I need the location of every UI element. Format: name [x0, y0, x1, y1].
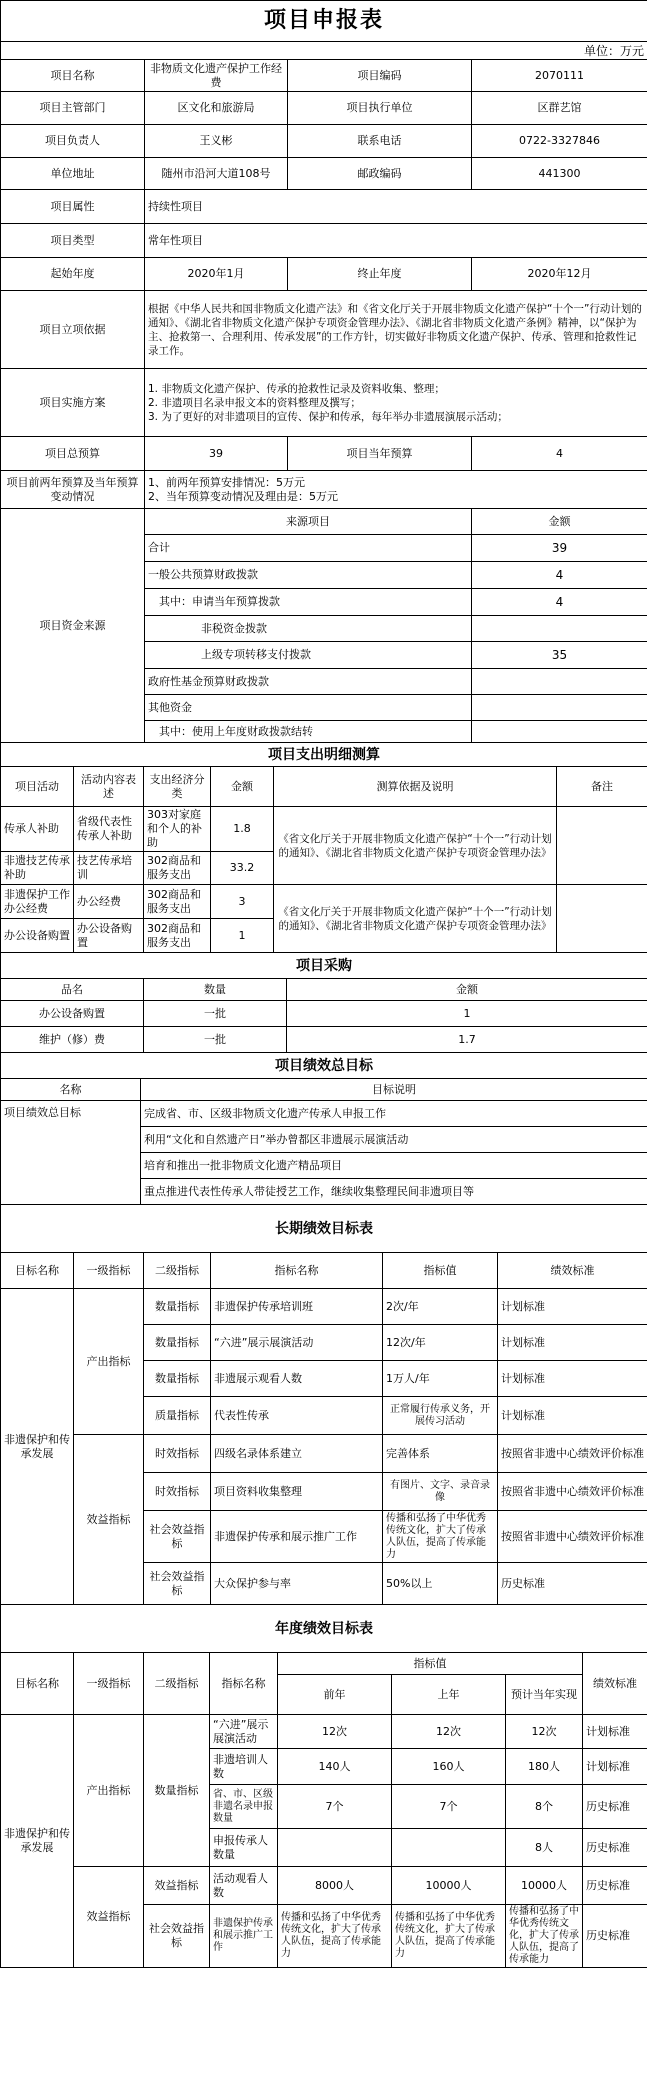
funds-row-amount: 4 [472, 589, 647, 616]
annual-prev2 [278, 1829, 392, 1867]
expense-header: 支出经济分类 [144, 767, 211, 807]
purchase-name: 办公设备购置 [1, 1001, 144, 1027]
expense-class: 303对家庭和个人的补助 [144, 807, 211, 852]
funds-row-amount [472, 669, 647, 695]
expense-header: 活动内容表述 [74, 767, 144, 807]
expense-activity: 非遗保护工作办公经费 [1, 885, 74, 919]
funds-row-name: 一般公共预算财政拨款 [145, 562, 472, 589]
long-term-header: 目标名称 [1, 1253, 74, 1289]
purchase-header: 金额 [287, 979, 647, 1001]
purchase-amount: 1 [287, 1001, 647, 1027]
expense-basis: 《省文化厅关于开展非物质文化遗产保护“十个一”行动计划的通知》、《湖北省非物质文化遗产保护专项资金管理办法》 [274, 885, 557, 953]
end-value: 2020年12月 [472, 258, 647, 291]
basis-value: 根据《中华人民共和国非物质文化遗产法》和《省文化厅关于开展非物质文化遗产保护“十个一”行动计划的通知》、《湖北省非物质文化遗产保护专项资金管理办法》、《湖北省非物质文化遗产条例》精神，以“保护为主、抢救第一、合理利用、传承发展”的工作方针，切实做好非物质文化遗产保护、传承、管理和抢救性记录工作。 [145, 291, 647, 369]
exec-label: 项目执行单位 [288, 92, 472, 125]
annual-name: 省、市、区级非遗名录申报数量 [210, 1785, 278, 1829]
long-term-l2: 社会效益指标 [144, 1511, 211, 1563]
funds-row-amount: 35 [472, 642, 647, 669]
annual-header: 目标名称 [1, 1653, 74, 1715]
annual-std: 历史标准 [583, 1867, 647, 1905]
expense-header: 项目活动 [1, 767, 74, 807]
long-term-table [0, 1204, 647, 1605]
basis-label: 项目立项依据 [1, 291, 145, 369]
leader-label: 项目负责人 [1, 125, 145, 158]
purchase-qty: 一批 [144, 1027, 287, 1053]
expense-header: 测算依据及说明 [274, 767, 557, 807]
project-name-label: 项目名称 [1, 60, 145, 92]
address-value: 随州市沿河大道108号 [145, 158, 288, 190]
expense-class: 302商品和服务支出 [144, 885, 211, 919]
annual-prev1: 传播和弘扬了中华优秀传统文化，扩大了传承人队伍，提高了传承能力 [392, 1905, 506, 1968]
address-label: 单位地址 [1, 158, 145, 190]
expense-class: 302商品和服务支出 [144, 919, 211, 953]
annual-table [0, 1604, 647, 1968]
change-item-1: 1、前两年预算安排情况：5万元 [148, 475, 305, 489]
annual-goal: 非遗保护和传承发展 [1, 1715, 74, 1968]
long-term-l1: 效益指标 [74, 1435, 144, 1605]
long-term-value: 正常履行传承义务，开展传习活动 [383, 1397, 498, 1435]
funds-row-name: 上级专项转移支付拨款 [145, 642, 472, 669]
purchase-header: 数量 [144, 979, 287, 1001]
expense-remark [557, 885, 647, 953]
long-term-name: 非遗保护传承培训班 [211, 1289, 383, 1325]
funds-label: 项目资金来源 [1, 509, 145, 743]
funds-table [0, 508, 647, 743]
end-label: 终止年度 [288, 258, 472, 291]
expense-basis: 《省文化厅关于开展非物质文化遗产保护“十个一”行动计划的通知》、《湖北省非物质文化遗产保护专项资金管理办法》 [274, 807, 557, 885]
purchase-amount: 1.7 [287, 1027, 647, 1053]
long-term-value: 有图片、文字、录音录像 [383, 1473, 498, 1511]
phone-value: 0722-3327846 [472, 125, 647, 158]
perf-total-item: 重点推进代表性传承人带徒授艺工作，继续收集整理民间非遗项目等 [141, 1179, 647, 1205]
dept-value: 区文化和旅游局 [145, 92, 288, 125]
long-term-name: “六进”展示展演活动 [211, 1325, 383, 1361]
attr-label: 项目属性 [1, 190, 145, 224]
long-term-goal: 非遗保护和传承发展 [1, 1289, 74, 1605]
long-term-std: 历史标准 [498, 1563, 647, 1605]
annual-std: 历史标准 [583, 1785, 647, 1829]
plan-value [145, 369, 647, 437]
leader-value: 王义彬 [145, 125, 288, 158]
annual-std: 计划标准 [583, 1715, 647, 1749]
annual-cur: 8个 [506, 1785, 583, 1829]
annual-header: 指标值 [278, 1653, 583, 1675]
long-term-value: 1万人/年 [383, 1361, 498, 1397]
plan-item-3: 3. 为了更好的对非遗项目的宣传、保护和传承，每年举办非遗展演展示活动； [148, 410, 508, 423]
expense-amount: 1 [211, 919, 274, 953]
expense-remark [557, 807, 647, 885]
project-code-label: 项目编码 [288, 60, 472, 92]
annual-prev1: 10000人 [392, 1867, 506, 1905]
expense-table [0, 742, 647, 953]
long-term-l2: 数量指标 [144, 1325, 211, 1361]
funds-row-amount: 4 [472, 562, 647, 589]
annual-l1: 产出指标 [74, 1715, 144, 1867]
long-term-name: 项目资料收集整理 [211, 1473, 383, 1511]
annual-header: 绩效标准 [583, 1653, 647, 1715]
total-budget-value: 39 [145, 437, 288, 471]
attr-value: 持续性项目 [145, 190, 647, 224]
long-term-name: 代表性传承 [211, 1397, 383, 1435]
long-term-std: 计划标准 [498, 1289, 647, 1325]
change-item-2: 2、当年预算变动情况及理由是：5万元 [148, 489, 338, 503]
annual-std: 计划标准 [583, 1749, 647, 1785]
annual-std: 历史标准 [583, 1905, 647, 1968]
plan-label: 项目实施方案 [1, 369, 145, 437]
expense-activity: 非遗技艺传承补助 [1, 852, 74, 885]
funds-row-amount [472, 721, 647, 743]
perf-total-title: 项目绩效总目标 [1, 1053, 647, 1079]
annual-cur: 180人 [506, 1749, 583, 1785]
type-label: 项目类型 [1, 224, 145, 258]
year-budget-label: 项目当年预算 [288, 437, 472, 471]
expense-activity: 传承人补助 [1, 807, 74, 852]
long-term-header: 绩效标准 [498, 1253, 647, 1289]
perf-total-header-name: 名称 [1, 1079, 141, 1101]
purchase-table [0, 952, 647, 1053]
funds-header-source: 来源项目 [145, 509, 472, 535]
expense-class: 302商品和服务支出 [144, 852, 211, 885]
annual-l2: 社会效益指标 [144, 1905, 210, 1968]
annual-name: 活动观看人数 [210, 1867, 278, 1905]
long-term-std: 按照省非遗中心绩效评价标准 [498, 1511, 647, 1563]
annual-header: 一级指标 [74, 1653, 144, 1715]
expense-content: 省级代表性传承人补助 [74, 807, 144, 852]
expense-header: 备注 [557, 767, 647, 807]
long-term-value: 传播和弘扬了中华优秀传统文化，扩大了传承人队伍，提高了传承能力 [383, 1511, 498, 1563]
change-value [145, 471, 647, 509]
expense-content: 技艺传承培训 [74, 852, 144, 885]
long-term-header: 一级指标 [74, 1253, 144, 1289]
dept-label: 项目主管部门 [1, 92, 145, 125]
annual-cur: 8人 [506, 1829, 583, 1867]
funds-row-amount [472, 695, 647, 721]
expense-amount: 3 [211, 885, 274, 919]
long-term-std: 计划标准 [498, 1325, 647, 1361]
long-term-l2: 质量指标 [144, 1397, 211, 1435]
long-term-l2: 数量指标 [144, 1361, 211, 1397]
long-term-header: 指标值 [383, 1253, 498, 1289]
project-name-value: 非物质文化遗产保护工作经费 [145, 60, 288, 92]
expense-activity: 办公设备购置 [1, 919, 74, 953]
annual-subheader: 前年 [278, 1675, 392, 1715]
annual-prev1: 7个 [392, 1785, 506, 1829]
funds-row-name: 非税资金拨款 [145, 616, 472, 642]
annual-cur: 12次 [506, 1715, 583, 1749]
annual-header: 指标名称 [210, 1653, 278, 1715]
perf-total-item: 利用“文化和自然遗产日”举办曾都区非遗展示展演活动 [141, 1127, 647, 1153]
annual-cur: 传播和弘扬了中华优秀传统文化，扩大了传承人队伍，提高了传承能力 [506, 1905, 583, 1968]
plan-item-1: 1. 非物质文化遗产保护、传承的抢救性记录及资料收集、整理； [148, 382, 445, 395]
expense-amount: 33.2 [211, 852, 274, 885]
annual-header: 二级指标 [144, 1653, 210, 1715]
long-term-title: 长期绩效目标表 [1, 1205, 647, 1253]
annual-prev1: 160人 [392, 1749, 506, 1785]
purchase-qty: 一批 [144, 1001, 287, 1027]
funds-row-amount: 39 [472, 535, 647, 562]
purchase-title: 项目采购 [1, 953, 647, 979]
annual-subheader: 预计当年实现 [506, 1675, 583, 1715]
year-budget-value: 4 [472, 437, 647, 471]
long-term-value: 完善体系 [383, 1435, 498, 1473]
page-title: 项目申报表 [1, 1, 647, 42]
long-term-std: 按照省非遗中心绩效评价标准 [498, 1473, 647, 1511]
long-term-header: 二级指标 [144, 1253, 211, 1289]
expense-content: 办公设备购置 [74, 919, 144, 953]
type-value: 常年性项目 [145, 224, 647, 258]
annual-name: “六进”展示展演活动 [210, 1715, 278, 1749]
annual-title: 年度绩效目标表 [1, 1605, 647, 1653]
funds-header-amount: 金额 [472, 509, 647, 535]
annual-prev2: 传播和弘扬了中华优秀传统文化，扩大了传承人队伍，提高了传承能力 [278, 1905, 392, 1968]
annual-cur: 10000人 [506, 1867, 583, 1905]
annual-name: 非遗培训人数 [210, 1749, 278, 1785]
funds-row-amount [472, 616, 647, 642]
long-term-std: 按照省非遗中心绩效评价标准 [498, 1435, 647, 1473]
long-term-l2: 时效指标 [144, 1473, 211, 1511]
unit-label: 单位：万元 [1, 42, 647, 60]
project-code-value: 2070111 [472, 60, 647, 92]
long-term-l2: 时效指标 [144, 1435, 211, 1473]
annual-l2: 数量指标 [144, 1715, 210, 1867]
change-label: 项目前两年预算及当年预算变动情况 [1, 471, 145, 509]
funds-row-name: 政府性基金预算财政拨款 [145, 669, 472, 695]
annual-prev1: 12次 [392, 1715, 506, 1749]
perf-total-label: 项目绩效总目标 [1, 1101, 141, 1205]
annual-prev2: 12次 [278, 1715, 392, 1749]
long-term-name: 非遗展示观看人数 [211, 1361, 383, 1397]
long-term-value: 2次/年 [383, 1289, 498, 1325]
postcode-label: 邮政编码 [288, 158, 472, 190]
perf-total-item: 培育和推出一批非物质文化遗产精品项目 [141, 1153, 647, 1179]
funds-row-name: 其他资金 [145, 695, 472, 721]
plan-item-2: 2. 非遗项目名录申报文本的资料整理及撰写； [148, 396, 361, 409]
purchase-header: 品名 [1, 979, 144, 1001]
basic-info-table [0, 0, 647, 509]
funds-row-name: 合计 [145, 535, 472, 562]
long-term-name: 四级名录体系建立 [211, 1435, 383, 1473]
funds-row-name: 其中：申请当年预算拨款 [145, 589, 472, 616]
annual-l1: 效益指标 [74, 1867, 144, 1968]
annual-subheader: 上年 [392, 1675, 506, 1715]
start-value: 2020年1月 [145, 258, 288, 291]
long-term-name: 大众保护参与率 [211, 1563, 383, 1605]
long-term-std: 计划标准 [498, 1397, 647, 1435]
expense-title: 项目支出明细测算 [1, 743, 647, 767]
exec-value: 区群艺馆 [472, 92, 647, 125]
long-term-header: 指标名称 [211, 1253, 383, 1289]
long-term-std: 计划标准 [498, 1361, 647, 1397]
total-budget-label: 项目总预算 [1, 437, 145, 471]
expense-content: 办公经费 [74, 885, 144, 919]
annual-prev2: 140人 [278, 1749, 392, 1785]
perf-total-table [0, 1052, 647, 1205]
perf-total-header-desc: 目标说明 [141, 1079, 647, 1101]
annual-name: 非遗保护传承和展示推广工作 [210, 1905, 278, 1968]
annual-std: 历史标准 [583, 1829, 647, 1867]
expense-header: 金额 [211, 767, 274, 807]
annual-name: 申报传承人数量 [210, 1829, 278, 1867]
phone-label: 联系电话 [288, 125, 472, 158]
annual-l2: 效益指标 [144, 1867, 210, 1905]
annual-prev2: 7个 [278, 1785, 392, 1829]
purchase-name: 维护（修）费 [1, 1027, 144, 1053]
long-term-l2: 数量指标 [144, 1289, 211, 1325]
annual-prev2: 8000人 [278, 1867, 392, 1905]
long-term-l2: 社会效益指标 [144, 1563, 211, 1605]
postcode-value: 441300 [472, 158, 647, 190]
long-term-value: 50%以上 [383, 1563, 498, 1605]
expense-amount: 1.8 [211, 807, 274, 852]
annual-prev1 [392, 1829, 506, 1867]
long-term-l1: 产出指标 [74, 1289, 144, 1435]
long-term-name: 非遗保护传承和展示推广工作 [211, 1511, 383, 1563]
long-term-value: 12次/年 [383, 1325, 498, 1361]
funds-row-name: 其中：使用上年度财政拨款结转 [145, 721, 472, 743]
perf-total-item: 完成省、市、区级非物质文化遗产传承人申报工作 [141, 1101, 647, 1127]
start-label: 起始年度 [1, 258, 145, 291]
